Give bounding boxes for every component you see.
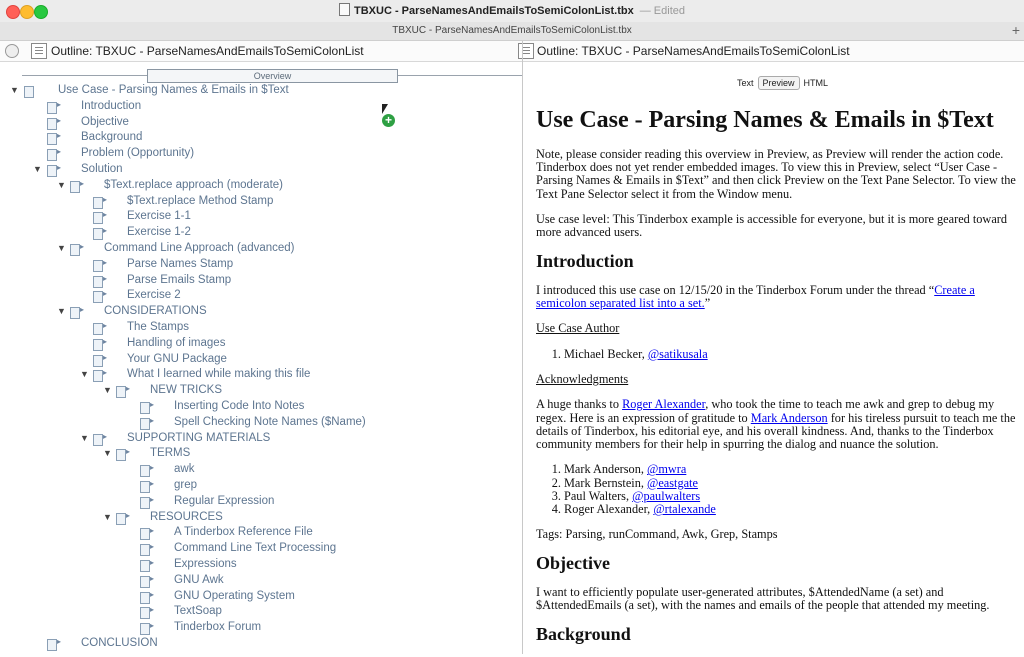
list-item [564, 490, 1020, 503]
ack-name: Paul Walters, [564, 488, 633, 503]
outline-row[interactable] [0, 605, 522, 621]
outline-row[interactable] [0, 321, 522, 337]
outline-row-label: NEW TRICKS [150, 384, 222, 397]
note-icon [93, 212, 103, 224]
outline-row[interactable] [0, 289, 522, 305]
note-icon [70, 244, 80, 256]
outline-row-label: Exercise 1-2 [127, 226, 191, 239]
note-icon [140, 497, 150, 509]
note-icon [70, 307, 80, 319]
objective-paragraph: I want to efficiently populate user-generated attributes, $AttendedName (a set) and $AttendedEmails (a set), with the names and emails of the people that attended my meeting. [536, 585, 990, 613]
outline-row-label: Problem (Opportunity) [81, 147, 195, 160]
tab-preview[interactable]: Preview [758, 76, 800, 90]
outline-row-label: grep [174, 479, 198, 491]
outline-row[interactable] [0, 210, 522, 226]
outline-row-label: Expressions [174, 558, 237, 570]
outline-row[interactable] [0, 590, 522, 606]
outline-row-label: Solution [81, 163, 123, 175]
outline-row[interactable] [0, 131, 522, 147]
outline-row-label: Parse Names Stamp [127, 257, 234, 270]
note-icon [93, 339, 103, 351]
note-icon [140, 481, 150, 493]
add-plus-icon: + [382, 114, 395, 127]
acknowledgments-list [536, 463, 1020, 516]
note-icon [140, 402, 150, 414]
outline-row[interactable] [0, 226, 522, 242]
outline-row-label: Spell Checking Note Names ($Name) [174, 415, 366, 428]
outline-row-label: What I learned while making this file [127, 368, 311, 381]
outline-row[interactable] [0, 432, 522, 448]
tab-html[interactable]: HTML [803, 78, 829, 88]
tags-line: Tags: Parsing, runCommand, Awk, Grep, Stamps [536, 527, 778, 542]
outline-row[interactable] [0, 258, 522, 274]
intro-paragraph [536, 284, 1020, 311]
preview-level-paragraph: Use case level: This Tinderbox example is accessible for everyone, but it is more geared toward more advanced users. [536, 211, 1008, 240]
note-icon [24, 86, 34, 98]
author-handle-link[interactable]: @satikusala [647, 346, 708, 361]
note-icon [47, 133, 57, 145]
outline-row-label: A Tinderbox Reference File [174, 526, 313, 539]
outline-row[interactable] [0, 542, 522, 558]
note-icon [70, 181, 80, 193]
outline-row-label: Regular Expression [174, 494, 275, 507]
preview-title: Use Case - Parsing Names & Emails in $Text [536, 107, 994, 133]
document-tab[interactable]: TBXUC - ParseNamesAndEmailsToSemiColonList.tbx [392, 25, 632, 36]
outline-row[interactable] [0, 195, 522, 211]
outline-row[interactable] [0, 305, 522, 321]
ack-name: Mark Bernstein, [564, 475, 647, 490]
disclosure-triangle-icon[interactable]: ▼ [33, 164, 42, 174]
window-title: TBXUC - ParseNamesAndEmailsToSemiColonList.tbx [354, 5, 634, 17]
outline-row-label: $Text.replace Method Stamp [127, 194, 274, 207]
disclosure-triangle-icon[interactable]: ▼ [10, 85, 19, 95]
note-icon [47, 165, 57, 177]
outline-row[interactable] [0, 368, 522, 384]
heading-background: Background [536, 623, 631, 644]
acknowledgments-heading: Acknowledgments [536, 372, 629, 386]
heading-introduction: Introduction [536, 250, 634, 271]
outline-row[interactable] [0, 574, 522, 590]
outline-row[interactable] [0, 558, 522, 574]
ack-name: Roger Alexander, [564, 502, 654, 517]
outline-row[interactable] [0, 147, 522, 163]
ack-handle-link[interactable]: @eastgate [647, 475, 698, 490]
outline-row-label: CONSIDERATIONS [104, 305, 207, 318]
note-icon [93, 197, 103, 209]
outline-row-label: Parse Emails Stamp [127, 273, 232, 286]
note-icon [116, 449, 126, 461]
outline-row-label: awk [174, 463, 195, 476]
outline-row[interactable] [0, 400, 522, 416]
outline-row-label: Your GNU Package [127, 352, 227, 365]
outline-row[interactable] [0, 179, 522, 195]
outline-row-label: TERMS [150, 447, 191, 460]
mark-anderson-link[interactable]: Mark Anderson [750, 410, 828, 425]
disclosure-triangle-icon[interactable]: ▼ [80, 369, 89, 380]
list-item [564, 477, 1020, 490]
outline-row[interactable] [0, 463, 522, 479]
edited-indicator: — Edited [639, 5, 685, 17]
outline-row-label: Introduction [81, 99, 142, 112]
disclosure-triangle-icon[interactable]: ▼ [57, 243, 66, 253]
note-icon [93, 228, 103, 240]
outline-row-label: Objective [81, 115, 129, 128]
tab-text[interactable]: Text [737, 78, 754, 88]
outline-row-label: Use Case - Parsing Names & Emails in $Text [58, 84, 289, 96]
text-pane-selector [733, 76, 832, 90]
note-icon [93, 370, 103, 382]
ack-handle-link[interactable]: @mwra [647, 462, 687, 477]
disclosure-triangle-icon[interactable]: ▼ [103, 511, 112, 522]
ack-text-3: for his tireless pursuit to teach me the details of Tinderbox, his editorial eye, and his overall kindness. And, thanks to the Tinderbox community members for their help in spurring the dialog and nuance the solution. [536, 410, 1016, 452]
disclosure-triangle-icon[interactable]: ▼ [57, 306, 66, 317]
outline-row-label: Inserting Code Into Notes [174, 400, 305, 412]
note-icon [140, 592, 150, 604]
note-icon [140, 607, 150, 619]
note-icon [140, 418, 150, 430]
ack-handle-link[interactable]: @rtalexande [653, 502, 716, 517]
new-tab-plus-icon[interactable]: + [1011, 22, 1020, 38]
outline-row-label: CONCLUSION [81, 637, 158, 649]
outline-row-label: Exercise 1-1 [127, 210, 191, 223]
heading-objective: Objective [536, 552, 610, 573]
outline-row[interactable] [0, 274, 522, 290]
outline-row[interactable] [0, 621, 522, 637]
window-titlebar [0, 0, 1024, 22]
ack-handle-link[interactable]: @paulwalters [632, 488, 701, 503]
list-item [564, 463, 1020, 476]
outline-row[interactable] [0, 116, 522, 132]
list-item [564, 503, 1020, 516]
note-icon [140, 623, 150, 635]
outline-row-label: Handling of images [127, 336, 226, 349]
outline-row[interactable] [0, 353, 522, 369]
outline-row[interactable] [0, 416, 522, 432]
preview-pane [536, 108, 1020, 657]
outline-row[interactable] [0, 84, 522, 100]
outline-row[interactable] [0, 384, 522, 400]
roger-alexander-link[interactable]: Roger Alexander [622, 397, 706, 412]
right-pane-title[interactable]: Outline: TBXUC - ParseNamesAndEmailsToSemiColonList [537, 44, 850, 58]
document-icon [339, 3, 350, 16]
outline-row[interactable] [0, 242, 522, 258]
author-name: Michael Becker, [564, 346, 648, 361]
note-icon [47, 149, 57, 161]
outline-row-label: GNU Awk [174, 573, 224, 586]
outline-row[interactable] [0, 447, 522, 463]
note-icon [140, 465, 150, 477]
ack-text-2: , who took the time to teach me awk and grep to debug my regex. Here is an expression of gratitude to [536, 397, 995, 425]
note-icon [47, 102, 57, 114]
pane-splitter[interactable] [522, 41, 523, 654]
note-icon [116, 513, 126, 525]
outline-view-icon[interactable] [518, 43, 534, 59]
note-icon [93, 291, 103, 303]
outline-row-label: Command Line Approach (advanced) [104, 242, 295, 254]
preview-note-paragraph: Note, please consider reading this overview in Preview, as Preview will render the action code. Tinderbox does not yet render embedded images. To view this in Preview, select “User Case - Parsing Names & Emails in $Text” and then click Preview on the Text Pane Selector. To view the Text Pane Selector select it from the Window menu. [536, 146, 1016, 201]
forum-thread-link[interactable]: Create a semicolon separated list into a set. [536, 282, 975, 311]
note-icon [140, 544, 150, 556]
left-pane-header [0, 41, 522, 62]
outline-row-label: SUPPORTING MATERIALS [127, 431, 271, 444]
intro-close-quote: ” [704, 296, 711, 311]
list-item [564, 348, 1020, 361]
outline-row-label: RESOURCES [150, 510, 223, 523]
note-icon [140, 576, 150, 588]
disclosure-triangle-icon[interactable]: ▼ [103, 448, 112, 459]
note-icon [93, 434, 103, 446]
view-selector-circle-icon[interactable] [5, 44, 19, 58]
note-icon [93, 323, 103, 335]
outline-row[interactable] [0, 495, 522, 511]
outline-view-icon[interactable] [31, 43, 47, 59]
note-icon [93, 260, 103, 272]
ack-text-1: A huge thanks to [536, 397, 623, 412]
note-icon [93, 276, 103, 288]
outline-row[interactable] [0, 479, 522, 495]
outline-row[interactable] [0, 526, 522, 542]
note-icon [140, 560, 150, 572]
disclosure-triangle-icon[interactable]: ▼ [103, 385, 112, 396]
left-pane-title[interactable]: Outline: TBXUC - ParseNamesAndEmailsToSemiColonList [51, 44, 364, 58]
note-icon [116, 386, 126, 398]
disclosure-triangle-icon[interactable]: ▼ [57, 179, 66, 190]
note-icon [47, 639, 57, 651]
outline-row-label: Command Line Text Processing [174, 542, 337, 555]
note-icon [140, 528, 150, 540]
outline-row[interactable] [0, 637, 522, 653]
outline-row-label: Exercise 2 [127, 289, 181, 302]
overview-button[interactable]: Overview [147, 69, 398, 83]
outline-row-label: The Stamps [127, 321, 189, 333]
outline-row-label: Tinderbox Forum [174, 621, 262, 634]
acknowledgments-paragraph [536, 398, 1020, 451]
outline-row[interactable] [0, 163, 522, 179]
outline-row-label: Background [81, 131, 143, 144]
document-tab-bar [0, 22, 1024, 41]
disclosure-triangle-icon[interactable]: ▼ [80, 432, 89, 443]
outline-row[interactable] [0, 100, 522, 116]
ack-name: Mark Anderson, [564, 462, 647, 477]
author-list [536, 348, 1020, 361]
note-icon [47, 118, 57, 130]
outline-row[interactable] [0, 337, 522, 353]
outline-row[interactable] [0, 511, 522, 527]
window-title-area [0, 3, 1024, 17]
outline-row-label: $Text.replace approach (moderate) [104, 178, 283, 191]
author-heading: Use Case Author [536, 321, 620, 336]
note-icon [93, 355, 103, 367]
outline-row-label: GNU Operating System [174, 589, 295, 602]
intro-text: I introduced this use case on 12/15/20 in the Tinderbox Forum under the thread “ [536, 282, 935, 297]
right-pane-header [523, 41, 1024, 62]
outline-row-label: TextSoap [174, 605, 222, 618]
